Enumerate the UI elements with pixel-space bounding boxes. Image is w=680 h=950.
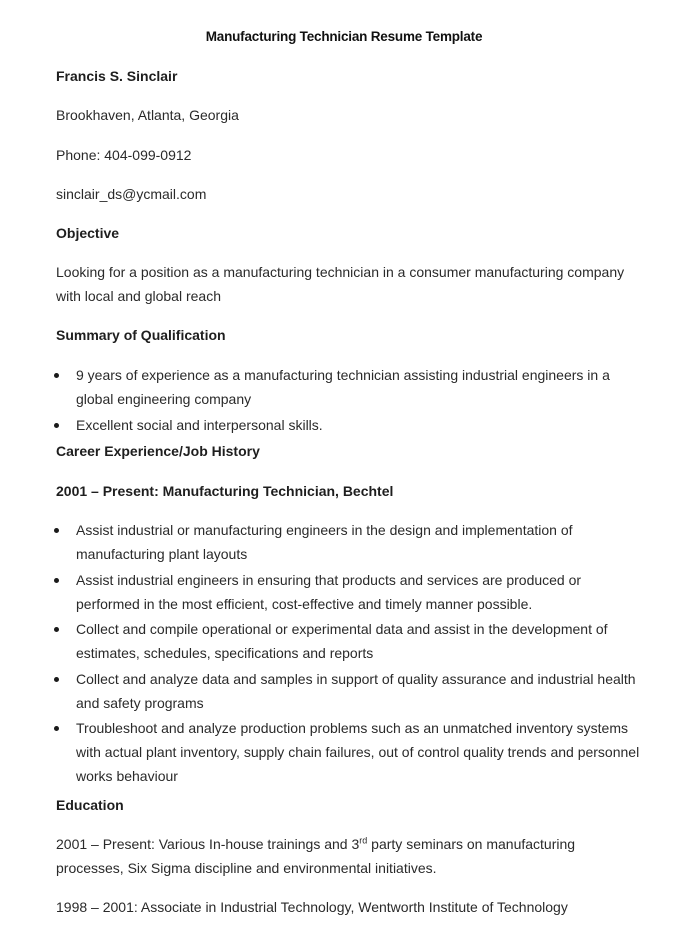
education-entry-1-start: 2001 – Present: Various In-house trainings and 3 [56,836,360,852]
bullet-icon [54,677,59,682]
ordinal-suffix: rd [359,835,368,846]
summary-list [56,363,646,438]
list-item [56,716,646,788]
education-entry-1 [56,832,646,880]
career-heading: Career Experience/Job History [56,443,260,459]
objective-heading: Objective [56,225,120,241]
list-item [56,617,646,665]
candidate-phone: Phone: 404-099-0912 [56,147,192,163]
education-entry-2: 1998 – 2001: Associate in Industrial Technology, Wentworth Institute of Technology [56,899,568,915]
duty-text: Assist industrial engineers in ensuring that products and services are produced or performed in the most efficient, cost-effective and timely manner possible. [76,571,582,612]
bullet-icon [54,423,59,428]
bullet-icon [54,373,59,378]
duty-text: Collect and compile operational or experimental data and assist in the development of estimates, schedules, specifications and reports [76,621,608,661]
document-title: Manufacturing Technician Resume Template [205,29,483,44]
list-item [56,568,646,616]
duty-text: Collect and analyze data and samples in support of quality assurance and industrial health and safety programs [76,670,636,711]
job-title: 2001 – Present: Manufacturing Technician, Bechtel [56,483,394,499]
bullet-icon [54,528,59,533]
duty-text: Troubleshoot and analyze production problems such as an unmatched inventory systems with actual plant inventory, supply chain failures, out of control quality trends and personnel works behaviour [76,720,640,784]
bullet-icon [54,627,59,632]
list-item [56,667,646,715]
career-duties-list [56,518,646,790]
candidate-address: Brookhaven, Atlanta, Georgia [56,107,239,123]
bullet-icon [54,726,59,731]
objective-text: Looking for a position as a manufacturing technician in a consumer manufacturing company with local and global reach [56,264,625,304]
summary-heading: Summary of Qualification [56,327,226,343]
list-item [56,363,646,411]
education-heading: Education [56,797,124,813]
list-item [56,413,646,437]
bullet-icon [54,578,59,583]
summary-item-text: 9 years of experience as a manufacturing technician assisting industrial engineers in a global engineering company [76,367,610,407]
summary-item-text: Excellent social and interpersonal skills. [76,416,323,433]
education-entry-1-end: party seminars on manufacturing processes, Six Sigma discipline and environmental initiatives. [56,836,576,876]
list-item [56,518,646,566]
duty-text: Assist industrial or manufacturing engineers in the design and implementation of manufacturing plant layouts [76,522,573,562]
candidate-email: sinclair_ds@ycmail.com [56,186,207,202]
candidate-name: Francis S. Sinclair [56,68,178,84]
